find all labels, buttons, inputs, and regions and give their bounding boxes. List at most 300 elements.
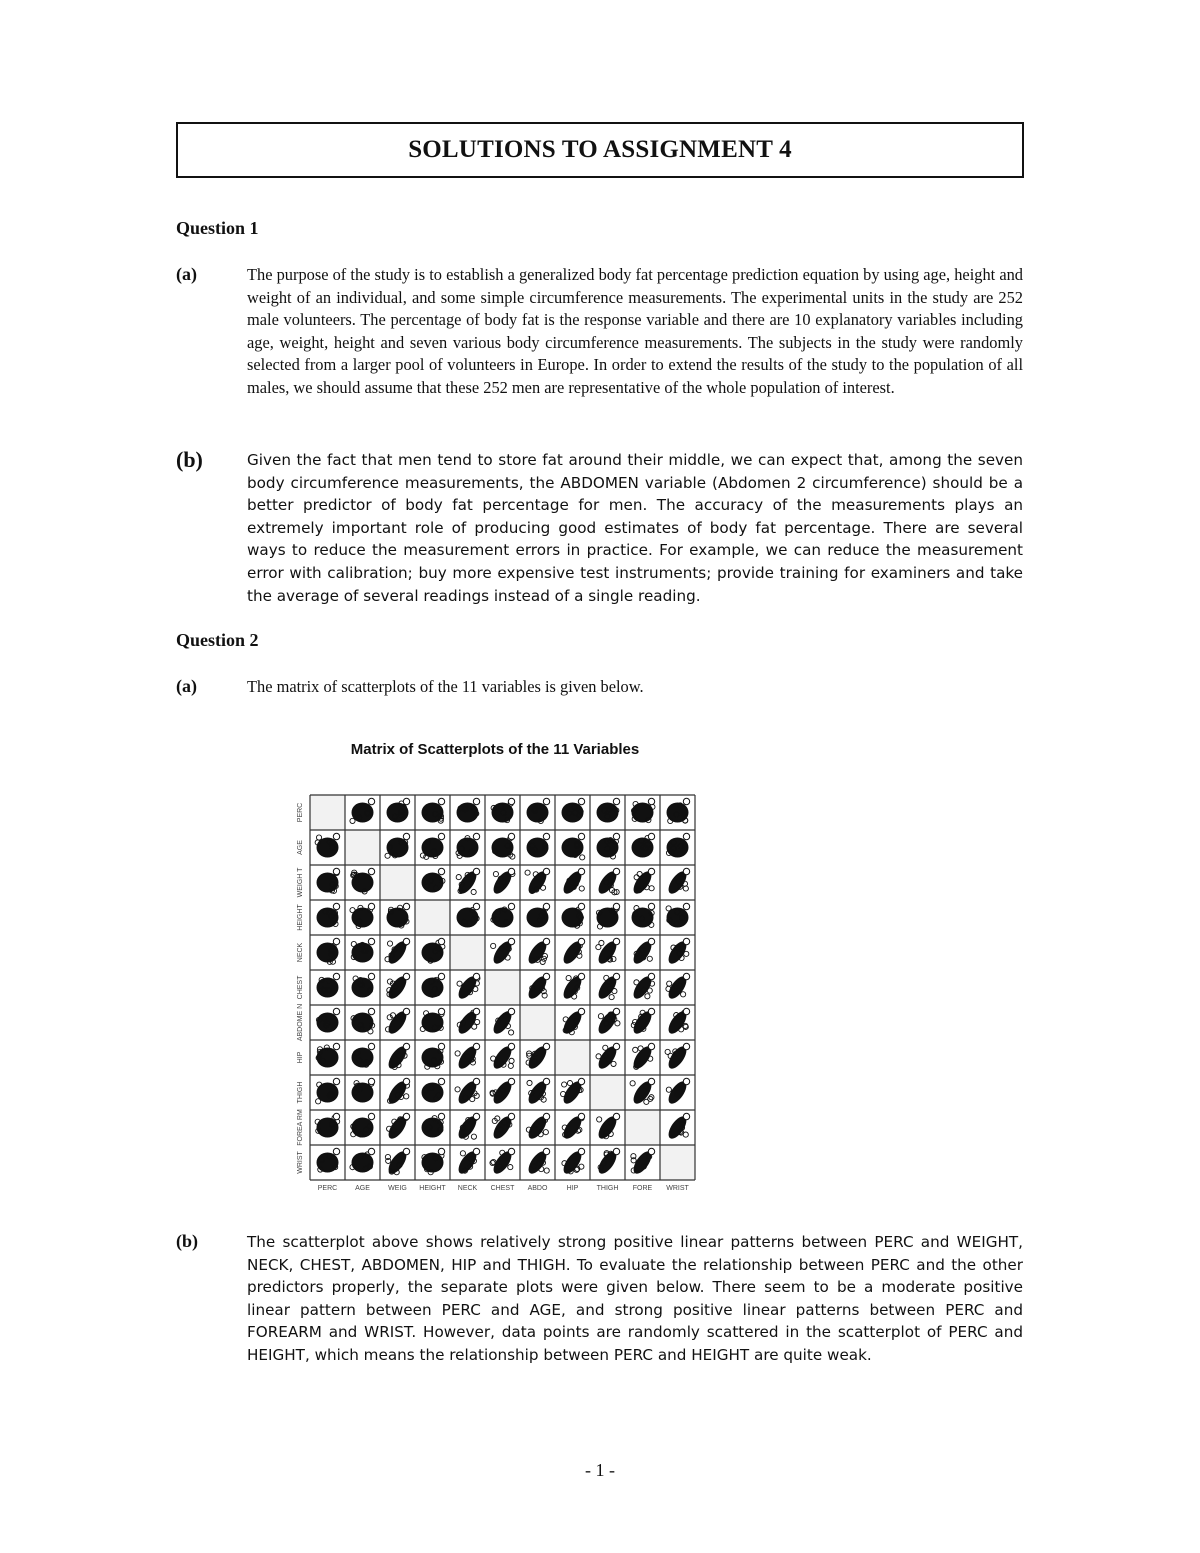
matrix-cell-abdomen-weight	[385, 1008, 410, 1036]
data-point	[603, 1045, 608, 1050]
column-label: FORE	[632, 1185, 653, 1192]
data-point	[637, 871, 642, 876]
data-point	[508, 798, 514, 804]
data-point	[333, 833, 339, 839]
data-point	[604, 975, 609, 980]
matrix-cell-abdomen-thigh	[595, 1008, 620, 1036]
q1-a-label: (a)	[176, 264, 197, 284]
matrix-cell-thigh-abdomen	[525, 1078, 550, 1106]
data-point	[470, 1097, 475, 1102]
data-point	[648, 1148, 654, 1154]
question-2-heading: Question 2	[176, 630, 259, 650]
matrix-cell-wrist-weight	[385, 1148, 410, 1176]
matrix-cell-height-forearm	[632, 903, 655, 927]
data-point	[333, 903, 339, 909]
matrix-cell-height-neck	[457, 903, 480, 927]
data-point	[638, 1046, 643, 1051]
matrix-cell-thigh-weight	[385, 1078, 410, 1106]
chart-title: Matrix of Scatterplots of the 11 Variables	[350, 741, 640, 758]
data-point	[368, 1148, 374, 1154]
matrix-cell-weight-chest	[490, 868, 515, 896]
matrix-cell-perc-chest	[491, 798, 515, 822]
column-label: AGE	[355, 1185, 370, 1192]
matrix-cell-age-forearm	[632, 833, 655, 857]
data-point	[613, 1113, 619, 1119]
point-cloud	[632, 838, 654, 858]
data-point	[683, 903, 689, 909]
data-point	[455, 1087, 460, 1092]
data-point	[578, 1078, 584, 1084]
matrix-cell-weight-hip	[560, 868, 585, 896]
matrix-cell-forearm-perc	[315, 1113, 340, 1137]
data-point	[597, 1117, 602, 1122]
data-point	[633, 1047, 638, 1052]
data-point	[403, 903, 409, 909]
matrix-cell-hip-wrist	[665, 1043, 690, 1071]
data-point	[491, 943, 496, 948]
data-point	[648, 903, 654, 909]
data-point	[385, 853, 390, 858]
data-point	[438, 973, 444, 979]
q2-b-text: The scatterplot above shows relatively strong positive linear patterns between PERC and WEIGHT, NECK, CHEST, ABDOMEN, HIP and THIGH. To evaluate the relationship between PERC and the other predictors properly, the separate plots were given below. There seem to be a moderate positive linear pattern between PERC and AGE, and strong positive linear patterns between PERC and FOREARM and WRIST. However, data points are randomly scattered in the scatterplot of PERC and HEIGHT, which means the relationship between PERC and HEIGHT are quite weak.	[247, 1233, 1023, 1364]
matrix-cell-wrist-forearm	[630, 1148, 655, 1176]
data-point	[543, 833, 549, 839]
matrix-cell-hip-height	[422, 1043, 445, 1069]
data-point	[683, 938, 689, 944]
column-label: WEIG	[388, 1185, 407, 1192]
matrix-cell-hip-weight	[385, 1043, 410, 1071]
data-point	[350, 818, 355, 823]
data-point	[438, 833, 444, 839]
matrix-cell-age-height	[420, 833, 444, 859]
data-point	[420, 853, 425, 858]
row-label: WRIST	[297, 1151, 304, 1174]
matrix-cell-abdomen-height	[420, 1008, 445, 1032]
data-point	[508, 868, 514, 874]
matrix-cell-perc-age	[350, 798, 375, 823]
data-point	[540, 959, 545, 964]
column-label: NECK	[457, 1185, 478, 1192]
q2-a-label: (a)	[176, 676, 197, 696]
data-point	[508, 1043, 514, 1049]
data-point	[403, 1113, 409, 1119]
data-point	[316, 835, 321, 840]
q2-b-label: (b)	[176, 1231, 198, 1251]
row-label: FOREA RM	[297, 1109, 304, 1146]
data-point	[543, 1130, 548, 1135]
data-point	[473, 973, 479, 979]
matrix-cell-hip-thigh	[595, 1043, 620, 1071]
data-point	[634, 875, 639, 880]
matrix-cell-weight-wrist	[665, 868, 690, 896]
column-label: ABDO	[527, 1185, 548, 1192]
point-cloud	[317, 978, 339, 998]
data-point	[543, 798, 549, 804]
column-label: HIP	[566, 1185, 579, 1192]
data-point	[578, 1148, 584, 1154]
data-point	[471, 889, 476, 894]
matrix-cell-abdomen-neck	[455, 1008, 480, 1036]
data-point	[613, 1043, 619, 1049]
data-point	[508, 1063, 513, 1068]
matrix-cell-perc-perc	[310, 795, 345, 830]
matrix-cell-hip-hip	[555, 1040, 590, 1075]
matrix-cell-forearm-height	[422, 1113, 445, 1137]
matrix-cell-abdomen-forearm	[630, 1008, 655, 1036]
title-box	[176, 122, 1024, 178]
matrix-cell-age-wrist	[666, 833, 689, 857]
data-point	[508, 1148, 514, 1154]
matrix-cell-perc-abdomen	[527, 798, 550, 823]
matrix-cell-wrist-age	[350, 1148, 375, 1172]
matrix-cell-age-abdomen	[527, 833, 550, 857]
data-point	[611, 1061, 616, 1066]
matrix-cell-height-hip	[562, 903, 585, 928]
data-point	[368, 938, 374, 944]
data-point	[350, 908, 355, 913]
data-point	[316, 1099, 321, 1104]
data-point	[683, 868, 689, 874]
matrix-cell-forearm-forearm	[625, 1110, 660, 1145]
matrix-cell-wrist-hip	[560, 1148, 585, 1176]
data-point	[333, 938, 339, 944]
data-point	[404, 1094, 409, 1099]
data-point	[508, 1113, 514, 1119]
row-label: NECK	[297, 942, 304, 963]
matrix-cell-chest-chest	[485, 970, 520, 1005]
matrix-cell-abdomen-perc	[316, 1008, 339, 1032]
data-point	[368, 1029, 373, 1034]
data-point	[543, 1113, 549, 1119]
data-point	[527, 1080, 532, 1085]
matrix-cell-perc-forearm	[631, 798, 655, 822]
matrix-cell-hip-perc	[316, 1043, 340, 1067]
matrix-cell-abdomen-chest	[490, 1008, 515, 1036]
matrix-cell-wrist-thigh	[595, 1148, 620, 1176]
data-point	[648, 1008, 654, 1014]
matrix-cell-chest-age	[352, 973, 375, 997]
matrix-cell-forearm-age	[351, 1113, 375, 1137]
data-point	[543, 868, 549, 874]
data-point	[508, 833, 514, 839]
data-point	[508, 903, 514, 909]
data-point	[472, 1024, 477, 1029]
data-point	[473, 1008, 479, 1014]
matrix-cell-weight-age	[351, 868, 375, 894]
q1-a-text: The purpose of the study is to establish a generalized body fat percentage prediction equation by using age, height and weight of an individual, and some simple circumference measurements. The experimental units in the study are 252 male volunteers. The percentage of body fat is the response variable and there are 10 explanatory variables including age, weight, height and seven various body circumference measurements. The subjects in the study were randomly selected from a larger pool of volunteers in Europe. In order to extend the results of the study to the population of all males, we should assume that these 252 men are representative of the whole population of interest.	[247, 265, 1023, 397]
matrix-cell-perc-thigh	[597, 798, 620, 822]
data-point	[438, 1148, 444, 1154]
data-point	[579, 886, 584, 891]
data-point	[333, 1113, 339, 1119]
row-label: WEIGH T	[297, 867, 304, 898]
data-point	[525, 870, 530, 875]
matrix-cell-chest-hip	[560, 973, 585, 1001]
matrix-cell-weight-weight	[380, 865, 415, 900]
matrix-cell-weight-thigh	[595, 868, 620, 896]
matrix-cell-neck-neck	[450, 935, 485, 970]
matrix-cell-age-hip	[562, 833, 585, 860]
data-point	[613, 868, 619, 874]
data-point	[403, 798, 409, 804]
data-point	[368, 1078, 374, 1084]
data-point	[403, 938, 409, 944]
data-point	[645, 994, 650, 999]
matrix-cell-neck-height	[422, 938, 445, 963]
point-cloud	[422, 803, 444, 823]
matrix-cell-wrist-height	[422, 1148, 445, 1175]
matrix-cell-forearm-wrist	[665, 1113, 690, 1141]
scatterplot-matrix	[282, 785, 712, 1197]
matrix-cell-hip-neck	[455, 1043, 480, 1071]
data-point	[455, 1051, 460, 1056]
data-point	[387, 941, 392, 946]
matrix-cell-hip-chest	[490, 1043, 515, 1071]
matrix-cell-thigh-age	[352, 1078, 375, 1102]
data-point	[403, 973, 409, 979]
matrix-cell-height-height	[415, 900, 450, 935]
data-point	[562, 1082, 567, 1087]
data-point	[457, 981, 462, 986]
data-point	[578, 973, 584, 979]
data-point	[473, 1113, 479, 1119]
data-point	[578, 798, 584, 804]
matrix-cell-perc-height	[422, 798, 445, 823]
data-point	[578, 868, 584, 874]
data-point	[683, 1078, 689, 1084]
data-point	[456, 875, 461, 880]
data-point	[647, 956, 652, 961]
matrix-cell-hip-forearm	[630, 1043, 655, 1071]
point-cloud	[667, 838, 689, 858]
point-cloud	[387, 908, 409, 928]
point-cloud	[352, 1118, 374, 1138]
data-point	[634, 980, 639, 985]
data-point	[683, 798, 689, 804]
matrix-cell-weight-height	[422, 868, 445, 892]
matrix-cell-thigh-chest	[490, 1078, 515, 1106]
matrix-cell-abdomen-hip	[560, 1008, 585, 1036]
data-point	[438, 1043, 444, 1049]
data-point	[666, 906, 671, 911]
matrix-cell-chest-wrist	[665, 973, 690, 1001]
matrix-cell-perc-weight	[387, 798, 410, 822]
data-point	[368, 973, 374, 979]
data-point	[386, 1158, 391, 1163]
data-point	[508, 1165, 513, 1170]
point-cloud	[562, 908, 584, 928]
data-point	[333, 1148, 339, 1154]
point-cloud	[317, 1048, 339, 1068]
matrix-cell-neck-abdomen	[525, 938, 550, 966]
data-point	[508, 1078, 514, 1084]
matrix-cell-wrist-neck	[455, 1148, 480, 1176]
data-point	[598, 1014, 603, 1019]
data-point	[596, 1054, 601, 1059]
q2-a-text: The matrix of scatterplots of the 11 variables is given below.	[247, 677, 644, 696]
data-point	[473, 1043, 479, 1049]
matrix-cell-chest-thigh	[595, 973, 620, 1001]
data-point	[578, 903, 584, 909]
matrix-cell-age-age	[345, 830, 380, 865]
data-point	[368, 798, 374, 804]
data-point	[648, 1043, 654, 1049]
data-point	[578, 938, 584, 944]
data-point	[333, 1078, 339, 1084]
matrix-cell-height-wrist	[666, 903, 690, 927]
matrix-cell-height-abdomen	[527, 903, 550, 927]
row-label: ABDOME N	[297, 1003, 304, 1042]
data-point	[438, 868, 444, 874]
matrix-cell-neck-wrist	[665, 938, 690, 966]
data-point	[333, 868, 339, 874]
data-point	[578, 833, 584, 839]
matrix-cell-height-thigh	[596, 903, 619, 929]
row-label: PERC	[297, 802, 304, 823]
q1-b-label: (b)	[176, 447, 203, 472]
matrix-cell-age-thigh	[597, 833, 620, 859]
data-point	[438, 938, 444, 944]
matrix-cell-chest-weight	[385, 973, 410, 1001]
data-point	[683, 1043, 689, 1049]
column-label: HEIGHT	[419, 1185, 446, 1192]
data-point	[438, 1113, 444, 1119]
data-point	[543, 938, 549, 944]
matrix-cell-abdomen-abdomen	[520, 1005, 555, 1040]
data-point	[473, 903, 479, 909]
matrix-cell-chest-abdomen	[525, 973, 550, 1001]
data-point	[368, 1008, 374, 1014]
data-point	[508, 1008, 514, 1014]
data-point	[403, 1043, 409, 1049]
matrix-cell-thigh-forearm	[630, 1078, 655, 1106]
data-point	[648, 1078, 654, 1084]
matrix-cell-wrist-perc	[317, 1148, 340, 1172]
data-point	[667, 981, 672, 986]
matrix-cell-height-perc	[317, 903, 340, 927]
data-point	[578, 1113, 584, 1119]
data-point	[509, 1030, 514, 1035]
data-point	[491, 1056, 496, 1061]
data-point	[599, 940, 604, 945]
q1-b-text: Given the fact that men tend to store fat around their middle, we can expect that, among the seven body circumference measurements, the ABDOMEN variable (Abdomen 2 circumference) should be a better predictor of body fat percentage for men. The accuracy of the measurements plays an extremely important role of producing good estimates of body fat percentage. There are several ways to reduce the measurement errors in practice. For example, we can reduce the measurement error with calibration; buy more expensive test instruments; provide training for examiners and take the average of several readings instead of a single reading.	[247, 451, 1023, 605]
data-point	[403, 1008, 409, 1014]
data-point	[544, 1168, 549, 1173]
data-point	[648, 938, 654, 944]
data-point	[647, 988, 652, 993]
data-point	[613, 938, 619, 944]
document-title: SOLUTIONS TO ASSIGNMENT 4	[408, 136, 792, 163]
matrix-cell-chest-perc	[317, 973, 340, 997]
data-point	[509, 1058, 514, 1063]
data-point	[543, 1078, 549, 1084]
matrix-cell-weight-abdomen	[525, 868, 550, 896]
matrix-cell-age-perc	[315, 833, 340, 857]
row-label: HEIGHT	[297, 904, 304, 931]
matrix-cell-neck-chest	[490, 938, 515, 966]
data-point	[613, 1008, 619, 1014]
data-point	[683, 1113, 689, 1119]
data-point	[438, 1008, 444, 1014]
data-point	[508, 938, 514, 944]
matrix-cell-age-weight	[385, 833, 410, 858]
column-label: CHEST	[490, 1185, 515, 1192]
matrix-cell-thigh-height	[422, 1078, 445, 1102]
row-label: THIGH	[297, 1081, 304, 1104]
matrix-cell-wrist-chest	[490, 1148, 515, 1176]
data-point	[473, 798, 479, 804]
matrix-cell-weight-forearm	[630, 868, 655, 896]
matrix-cell-weight-neck	[455, 868, 480, 896]
data-point	[613, 1148, 619, 1154]
data-point	[648, 973, 654, 979]
matrix-cell-thigh-wrist	[665, 1078, 690, 1106]
matrix-cell-hip-abdomen	[525, 1043, 550, 1071]
data-point	[368, 1113, 374, 1119]
matrix-cell-forearm-hip	[560, 1113, 585, 1141]
data-point	[648, 868, 654, 874]
matrix-cell-abdomen-age	[351, 1008, 375, 1034]
question-1-heading: Question 1	[176, 218, 259, 238]
data-point	[665, 1049, 670, 1054]
data-point	[613, 903, 619, 909]
data-point	[630, 1081, 635, 1086]
data-point	[567, 1080, 572, 1085]
matrix-cell-wrist-wrist	[660, 1145, 695, 1180]
point-cloud	[527, 803, 549, 823]
matrix-cell-forearm-thigh	[595, 1113, 620, 1141]
data-point	[578, 1008, 584, 1014]
data-point	[681, 992, 686, 997]
matrix-cell-perc-neck	[457, 798, 480, 822]
matrix-cell-abdomen-wrist	[665, 1008, 690, 1036]
data-point	[368, 1043, 374, 1049]
data-point	[543, 903, 549, 909]
data-point	[403, 833, 409, 839]
matrix-cell-chest-forearm	[630, 973, 655, 1001]
matrix-cell-neck-perc	[317, 938, 340, 964]
data-point	[683, 1008, 689, 1014]
row-label: CHEST	[297, 975, 304, 1000]
data-point	[683, 833, 689, 839]
data-point	[683, 973, 689, 979]
data-point	[609, 995, 614, 1000]
data-point	[473, 1078, 479, 1084]
column-label: PERC	[317, 1185, 338, 1192]
matrix-cell-neck-forearm	[630, 938, 655, 966]
matrix-cell-age-neck	[456, 833, 480, 858]
data-point	[615, 1021, 620, 1026]
matrix-cell-chest-height	[422, 973, 445, 997]
data-point	[403, 1148, 409, 1154]
data-point	[684, 951, 689, 956]
matrix-cell-thigh-neck	[455, 1078, 480, 1106]
matrix-cell-weight-perc	[317, 868, 340, 893]
data-point	[540, 885, 545, 890]
matrix-cell-chest-neck	[455, 973, 480, 1001]
matrix-cell-height-weight	[387, 903, 410, 928]
matrix-cell-forearm-abdomen	[525, 1113, 550, 1141]
matrix-cell-height-chest	[491, 903, 515, 927]
data-point	[613, 973, 619, 979]
data-point	[403, 1078, 409, 1084]
data-point	[493, 871, 498, 876]
data-point	[368, 868, 374, 874]
data-point	[648, 833, 654, 839]
matrix-cell-forearm-chest	[490, 1113, 515, 1141]
column-label: WRIST	[666, 1185, 689, 1192]
data-point	[438, 798, 444, 804]
